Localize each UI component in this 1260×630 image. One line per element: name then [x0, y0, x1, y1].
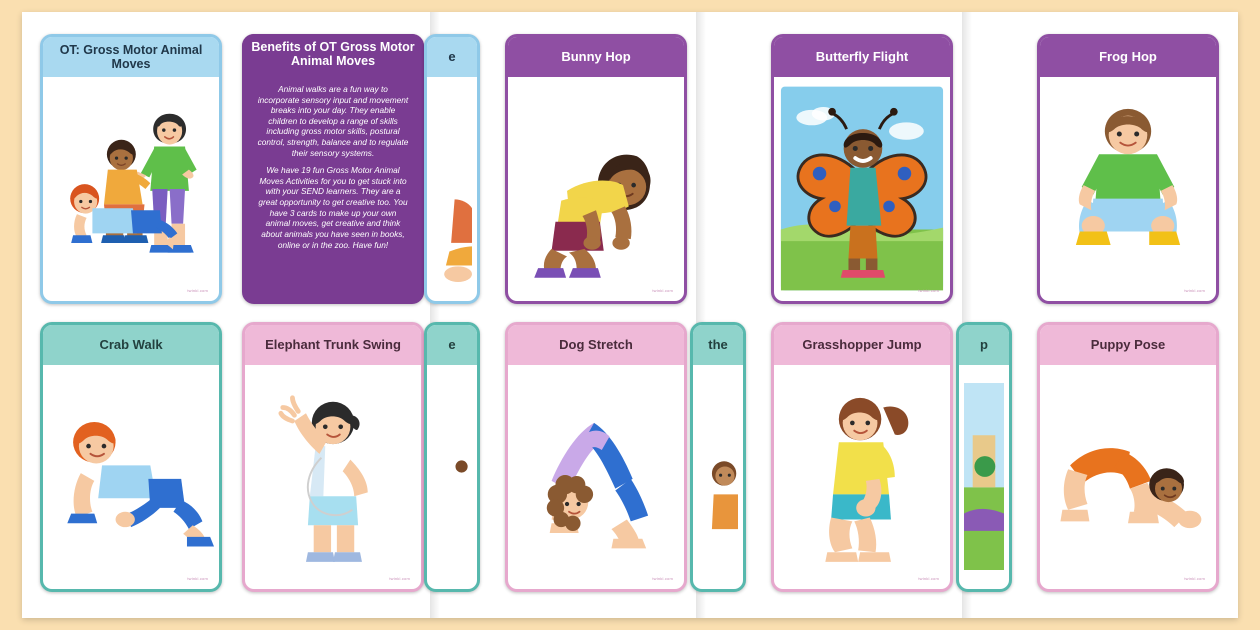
credit-text: twinkl.com: [918, 576, 939, 581]
credit-text: twinkl.com: [187, 576, 208, 581]
card-crab-walk-header: Crab Walk: [43, 325, 219, 365]
card-illustration: [779, 81, 945, 296]
card-partial-4-header: p: [959, 325, 1009, 365]
card-partial-2[interactable]: [424, 322, 480, 592]
credit-text: twinkl.com: [187, 288, 208, 293]
card-partial-3-header: the: [693, 325, 743, 365]
card-butterfly-flight-header: Butterfly Flight: [774, 37, 950, 77]
card-frog-hop-header: Frog Hop: [1040, 37, 1216, 77]
card-illustration: [250, 369, 416, 584]
card-elephant-trunk-swing-header: Elephant Trunk Swing: [245, 325, 421, 365]
card-puppy-pose-header: Puppy Pose: [1040, 325, 1216, 365]
card-illustration: [698, 369, 738, 584]
card-title[interactable]: [40, 34, 222, 304]
card-grasshopper-jump[interactable]: [771, 322, 953, 592]
card-illustration: [432, 81, 472, 296]
card-dog-stretch[interactable]: [505, 322, 687, 592]
card-frog-hop[interactable]: [1037, 34, 1219, 304]
card-illustration: [513, 369, 679, 584]
card-title-header: OT: Gross Motor Animal Moves: [43, 37, 219, 77]
credit-text: twinkl.com: [652, 288, 673, 293]
credit-text: twinkl.com: [1184, 576, 1205, 581]
card-illustration: [964, 369, 1004, 584]
card-crab-walk[interactable]: [40, 322, 222, 592]
card-bunny-hop[interactable]: [505, 34, 687, 304]
credit-text: twinkl.com: [389, 576, 410, 581]
benefits-paragraph-2: We have 19 fun Gross Motor Animal Moves Activities for you to get stuck into with your SEND learners. They are a great opportunity to get creative too. You have 3 cards to make up your own animal moves, get creative and think about animals you have seen in books, online or in the zoo. Have fun!: [258, 165, 408, 250]
credit-text: twinkl.com: [1184, 288, 1205, 293]
card-benefits-header: Benefits of OT Gross Motor Animal Moves: [242, 34, 424, 74]
card-partial-3[interactable]: [690, 322, 746, 592]
card-bunny-hop-header: Bunny Hop: [508, 37, 684, 77]
card-illustration: [432, 369, 472, 584]
card-butterfly-flight[interactable]: [771, 34, 953, 304]
card-partial-4[interactable]: [956, 322, 1012, 592]
card-partial-1-header: e: [427, 37, 477, 77]
card-illustration: [48, 369, 214, 584]
card-elephant-trunk-swing[interactable]: [242, 322, 424, 592]
card-illustration: [779, 369, 945, 584]
card-benefits[interactable]: [242, 34, 424, 304]
card-partial-2-header: e: [427, 325, 477, 365]
benefits-paragraph-1: Animal walks are a fun way to incorporate sensory input and movement breaks into your day. They enable children to develop a range of skills including gross motor skills, postural control, strength, balance and to regulate their sensory systems.: [257, 84, 409, 158]
card-dog-stretch-header: Dog Stretch: [508, 325, 684, 365]
card-illustration: [1045, 369, 1211, 584]
credit-text: twinkl.com: [652, 576, 673, 581]
credit-text: twinkl.com: [918, 288, 939, 293]
card-illustration: [48, 81, 214, 296]
card-partial-1[interactable]: [424, 34, 480, 304]
card-illustration: [513, 81, 679, 296]
card-illustration: [1045, 81, 1211, 296]
card-puppy-pose[interactable]: [1037, 322, 1219, 592]
card-grasshopper-jump-header: Grasshopper Jump: [774, 325, 950, 365]
card-benefits-body: [247, 78, 419, 299]
